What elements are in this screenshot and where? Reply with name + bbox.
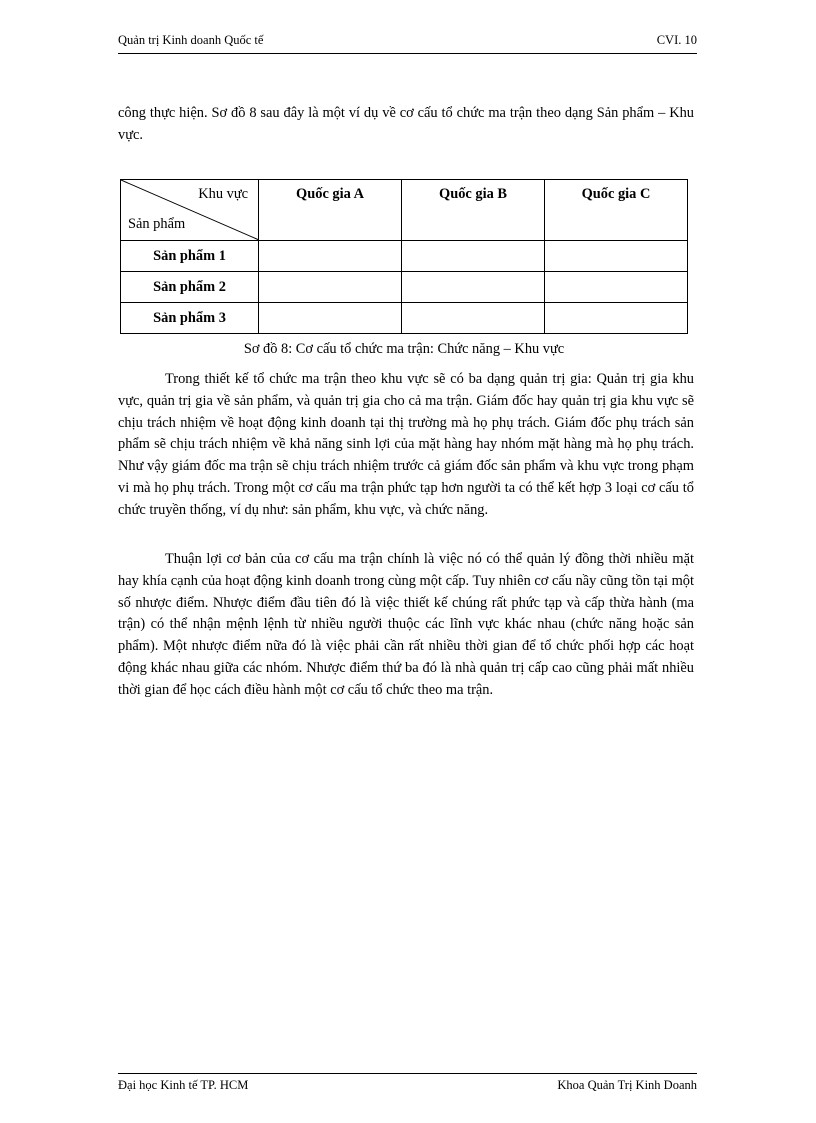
figure-caption: Sơ đồ 8: Cơ cấu tổ chức ma trận: Chức năng – Khu vực xyxy=(243,341,565,357)
table-cell xyxy=(402,303,545,334)
footer-university: Đại học Kinh tế TP. HCM xyxy=(118,1078,249,1092)
page-footer xyxy=(118,1073,697,1096)
corner-cell xyxy=(121,180,259,241)
table-row xyxy=(121,272,688,303)
header-title: Quản trị Kinh doanh Quốc tế xyxy=(118,33,264,47)
table-cell xyxy=(402,272,545,303)
body-paragraph-2: Thuận lợi cơ bản của cơ cấu ma trận chính là việc nó có thể quản lý đồng thời nhiều mặt hay khía cạnh của hoạt động kinh doanh trong cùng một cấp. Tuy nhiên cơ cấu nầy cũng tồn tại một số nhược điểm. Nhược điểm đầu tiên đó là việc thiết kế chúng rất phức tạp và cấp thừa hành (ma trận) có thể nhận mệnh lệnh từ nhiều người thuộc các lĩnh vực khác nhau (chức năng hoặc sản phẩm). Một nhược điểm nữa đó là việc phải cần rất nhiều thời gian để tổ chức phối hợp các hoạt động khác nhau giữa các nhóm. Nhược điểm thứ ba đó là nhà quản trị cấp cao cũng phải mất nhiều thời gian để học cách điều hành một cơ cấu tổ chức theo ma trận. xyxy=(118,551,694,698)
corner-label-region: Khu vực xyxy=(198,186,249,202)
table-cell xyxy=(544,241,687,272)
table-cell xyxy=(259,241,402,272)
row-header-1: Sản phẩm 1 xyxy=(121,241,259,272)
table-cell xyxy=(259,272,402,303)
column-header-c: Quốc gia C xyxy=(544,180,687,241)
body-paragraph-1: Trong thiết kế tổ chức ma trận theo khu vực sẽ có ba dạng quản trị gia: Quản trị gia khu vực, quản trị gia về sản phẩm, và quản trị gia cho cả ma trận. Giám đốc hay quản trị gia khu vực sẽ chịu trách nhiệm về hoạt động kinh doanh tại thị trường mà họ phụ trách. Giám đốc phụ trách sản phẩm sẽ chịu trách nhiệm về khả năng sinh lợi của mặt hàng hay nhóm mặt hàng mà họ phụ trách. Như vậy giám đốc ma trận sẽ chịu trách nhiệm trước cả giám đốc sản phẩm và khu vực trong phạm vi mà họ phụ trách. Trong một cơ cấu ma trận phức tạp hơn người ta có thể kết hợp 3 loại cơ cấu tổ chức truyền thống, ví dụ như: sản phẩm, khu vực, và chức năng. xyxy=(118,371,694,518)
column-header-a: Quốc gia A xyxy=(259,180,402,241)
table-cell xyxy=(259,303,402,334)
column-header-b: Quốc gia B xyxy=(402,180,545,241)
page-header xyxy=(118,33,697,54)
row-header-3: Sản phẩm 3 xyxy=(121,303,259,334)
intro-paragraph: công thực hiện. Sơ đồ 8 sau đây là một ví dụ về cơ cấu tổ chức ma trận theo dạng Sản phẩm – Khu vực. xyxy=(118,105,694,143)
table-header-row xyxy=(121,180,688,241)
table-cell xyxy=(544,303,687,334)
matrix-table xyxy=(120,179,688,334)
table-cell xyxy=(544,272,687,303)
header-page-number: CVI. 10 xyxy=(656,33,697,47)
footer-faculty: Khoa Quản Trị Kinh Doanh xyxy=(557,1078,697,1092)
row-header-2: Sản phẩm 2 xyxy=(121,272,259,303)
corner-label-product: Sản phẩm xyxy=(128,216,186,232)
table-row xyxy=(121,241,688,272)
table-cell xyxy=(402,241,545,272)
table-row xyxy=(121,303,688,334)
